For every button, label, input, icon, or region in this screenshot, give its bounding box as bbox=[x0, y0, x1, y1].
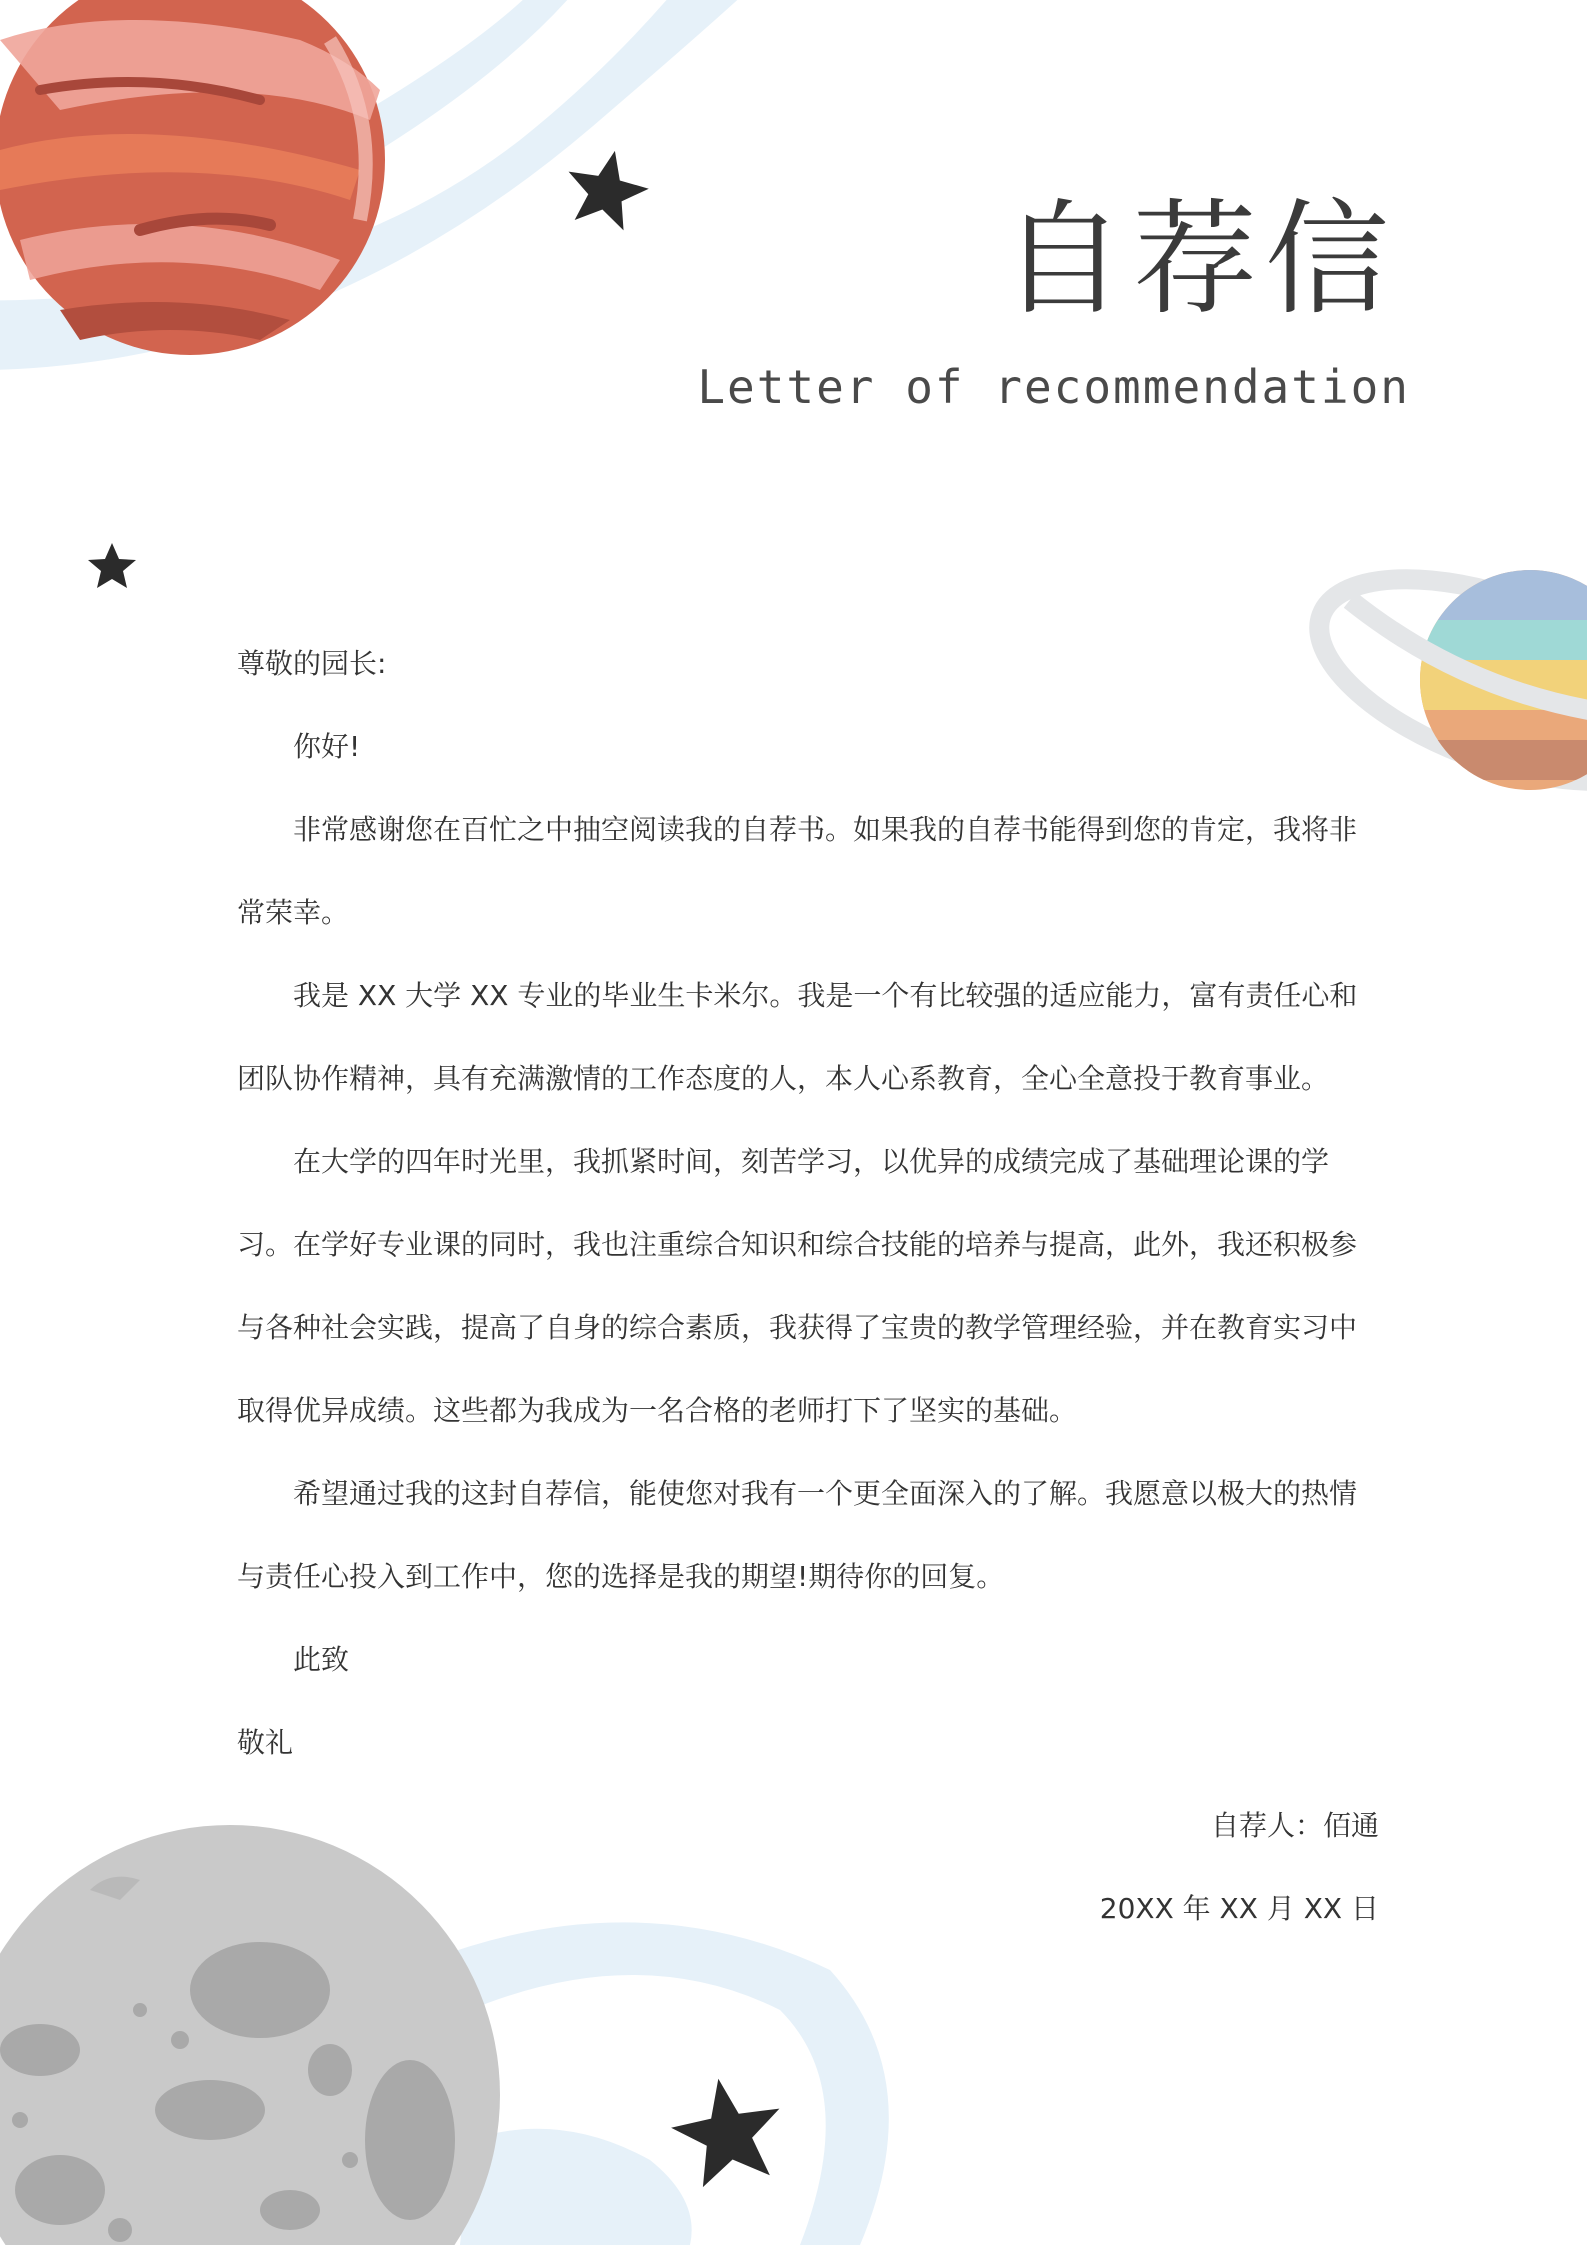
greeting: 你好! bbox=[293, 730, 361, 763]
letter-paragraph: 非常感谢您在百忙之中抽空阅读我的自荐书。如果我的自荐书能得到您的肯定，我将非常荣幸。 bbox=[237, 813, 1358, 929]
star-icon bbox=[664, 2069, 790, 2191]
closing-line: 此致 bbox=[293, 1643, 350, 1676]
date: 20XX 年 XX 月 XX 日 bbox=[1099, 1892, 1379, 1925]
letter-paragraph: 希望通过我的这封自荐信，能使您对我有一个更全面深入的了解。我愿意以极大的热情与责任心投入到工作中，您的选择是我的期望!期待你的回复。 bbox=[237, 1477, 1358, 1593]
closing-regards: 敬礼 bbox=[237, 1726, 294, 1759]
star-icon bbox=[559, 142, 655, 233]
page-title: 自荐信 bbox=[1000, 188, 1397, 332]
signature: 自荐人：佰通 bbox=[1210, 1809, 1379, 1842]
red-planet-illustration bbox=[0, 0, 385, 355]
letter-body bbox=[237, 622, 1379, 1950]
letter-paragraph: 在大学的四年时光里，我抓紧时间，刻苦学习，以优异的成绩完成了基础理论课的学习。在学好专业课的同时，我也注重综合知识和综合技能的培养与提高，此外，我还积极参与各种社会实践，提高了自身的综合素质，我获得了宝贵的教学管理经验，并在教育实习中取得优异成绩。这些都为我成为一名合格的老师打下了坚实的基础。 bbox=[237, 1145, 1358, 1427]
letter-paragraph: 我是 XX 大学 XX 专业的毕业生卡米尔。我是一个有比较强的适应能力，富有责任心和团队协作精神，具有充满激情的工作态度的人，本人心系教育，全心全意投于教育事业。 bbox=[237, 979, 1358, 1095]
page-subtitle: Letter of recommendation bbox=[697, 360, 1410, 414]
star-icon bbox=[88, 543, 136, 588]
salutation: 尊敬的园长: bbox=[237, 647, 387, 680]
